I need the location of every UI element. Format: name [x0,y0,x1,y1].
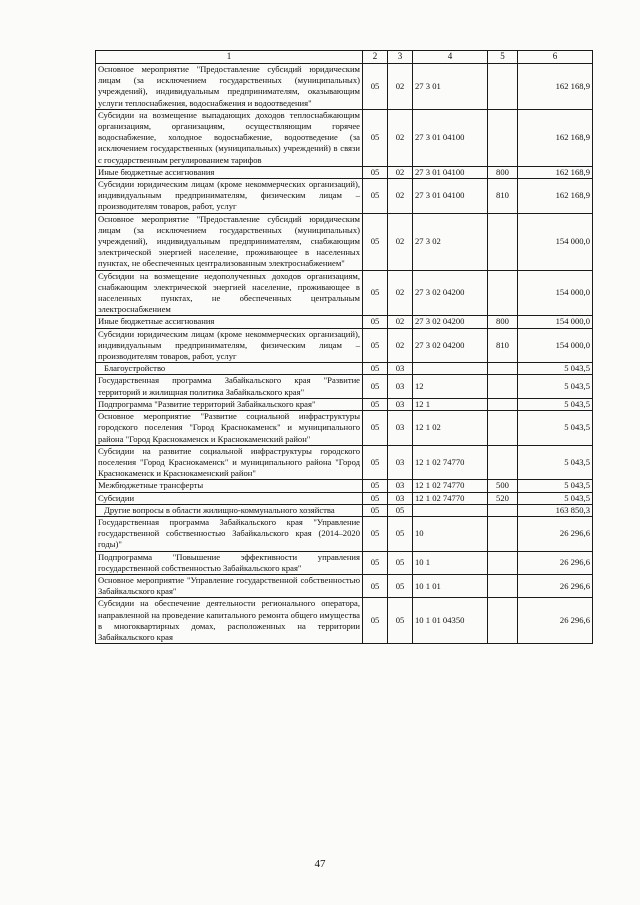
row-subsection: 05 [388,598,413,644]
row-section: 05 [363,64,388,110]
row-amount: 5 043,5 [518,411,593,446]
row-subsection: 02 [388,179,413,214]
table-row [96,411,593,446]
row-amount: 26 296,6 [518,574,593,597]
header-col-2: 2 [363,51,388,64]
table-row [96,270,593,316]
row-name: Государственная программа Забайкальского края "Развитие территорий и жилищная политика Забайкальского края" [96,375,363,398]
table-row [96,445,593,480]
row-section: 05 [363,316,388,328]
row-expense-type: 800 [488,166,518,178]
row-section: 05 [363,109,388,166]
row-section: 05 [363,551,388,574]
row-amount: 5 043,5 [518,445,593,480]
row-amount: 5 043,5 [518,480,593,492]
row-name: Подпрограмма "Повышение эффективности управления государственной собственностью Забайкальского края" [96,551,363,574]
row-subsection: 02 [388,270,413,316]
table-row [96,328,593,363]
table-row [96,504,593,516]
row-expense-type [488,398,518,410]
row-section: 05 [363,480,388,492]
table-row [96,179,593,214]
row-subsection: 03 [388,375,413,398]
table-row [96,516,593,551]
row-expense-type [488,504,518,516]
row-expense-type [488,375,518,398]
row-target-code: 10 1 01 [413,574,488,597]
row-subsection: 03 [388,445,413,480]
row-name: Основное мероприятие "Развитие социальной инфраструктуры городского поселения "Город Краснокаменск" и муниципального района "Город Краснокаменск и Краснокаменский район" [96,411,363,446]
row-subsection: 05 [388,516,413,551]
row-expense-type [488,213,518,270]
row-expense-type: 520 [488,492,518,504]
row-expense-type [488,551,518,574]
header-col-3: 3 [388,51,413,64]
row-target-code [413,504,488,516]
row-target-code: 10 1 [413,551,488,574]
row-name: Субсидии юридическим лицам (кроме некоммерческих организаций), индивидуальным предпринимателям, физическим лицам – производителям товаров, работ, услуг [96,179,363,214]
row-section: 05 [363,166,388,178]
row-subsection: 05 [388,504,413,516]
header-col-5: 5 [488,51,518,64]
header-col-1: 1 [96,51,363,64]
row-subsection: 03 [388,363,413,375]
row-name: Государственная программа Забайкальского края "Управление государственной собственностью Забайкальского края (2014–2020 годы)" [96,516,363,551]
row-section: 05 [363,398,388,410]
row-subsection: 03 [388,480,413,492]
table-row [96,480,593,492]
row-name: Иные бюджетные ассигнования [96,166,363,178]
row-expense-type [488,411,518,446]
row-name: Субсидии на обеспечение деятельности регионального оператора, направленной на проведение капитального ремонта общего имущества в многоквартирных домах, расположенных на территории Забайкальского края [96,598,363,644]
row-amount: 5 043,5 [518,363,593,375]
row-amount: 26 296,6 [518,551,593,574]
table-row [96,166,593,178]
row-name: Субсидии [96,492,363,504]
row-amount: 162 168,9 [518,179,593,214]
table-row [96,375,593,398]
row-amount: 26 296,6 [518,598,593,644]
row-name: Благоустройство [96,363,363,375]
row-target-code: 12 [413,375,488,398]
row-amount: 5 043,5 [518,375,593,398]
table-row [96,363,593,375]
row-amount: 154 000,0 [518,328,593,363]
table-row [96,551,593,574]
row-subsection: 02 [388,316,413,328]
row-target-code: 12 1 02 74770 [413,480,488,492]
row-section: 05 [363,516,388,551]
table-row [96,574,593,597]
row-expense-type: 810 [488,328,518,363]
row-target-code: 27 3 02 04200 [413,316,488,328]
row-amount: 5 043,5 [518,492,593,504]
header-row [96,51,593,64]
row-section: 05 [363,363,388,375]
row-name: Основное мероприятие "Предоставление субсидий юридическим лицам (за исключением государственных (муниципальных) учреждений), индивидуальным предпринимателям, снабжающим электрической энергией население, проживающее в населенных пунктах, не обеспеченных централизованным электроснабжением" [96,213,363,270]
page-number: 47 [314,858,326,870]
row-amount: 5 043,5 [518,398,593,410]
row-target-code: 27 3 01 04100 [413,166,488,178]
row-name: Субсидии на возмещение недополученных доходов организациям, снабжающим электрической энергией население, проживающее в населенных пунктах, не обеспеченных центральным электроснабжением [96,270,363,316]
row-target-code: 27 3 02 04200 [413,328,488,363]
row-expense-type [488,516,518,551]
row-subsection: 05 [388,551,413,574]
table-row [96,598,593,644]
row-amount: 162 168,9 [518,64,593,110]
table-header [96,51,593,64]
row-amount: 154 000,0 [518,213,593,270]
row-name: Другие вопросы в области жилищно-коммунального хозяйства [96,504,363,516]
row-name: Субсидии на возмещение выпадающих доходов теплоснабжающим организациям, организациям, осуществляющим горячее водоснабжение, холодное водоснабжение, водоотведение (за исключением государственных (муниципальных) учреждений) в связи с государственным регулированием тарифов [96,109,363,166]
table-body [96,64,593,644]
row-target-code: 12 1 02 74770 [413,445,488,480]
header-col-6: 6 [518,51,593,64]
row-expense-type [488,598,518,644]
row-section: 05 [363,574,388,597]
row-amount: 154 000,0 [518,270,593,316]
row-target-code [413,363,488,375]
header-col-4: 4 [413,51,488,64]
row-section: 05 [363,375,388,398]
row-target-code: 12 1 02 74770 [413,492,488,504]
row-expense-type [488,574,518,597]
row-amount: 163 850,3 [518,504,593,516]
row-amount: 162 168,9 [518,109,593,166]
row-expense-type [488,445,518,480]
row-section: 05 [363,504,388,516]
row-name: Межбюджетные трансферты [96,480,363,492]
row-amount: 162 168,9 [518,166,593,178]
table-row [96,492,593,504]
row-target-code: 27 3 02 04200 [413,270,488,316]
row-target-code: 27 3 01 04100 [413,179,488,214]
row-target-code: 12 1 [413,398,488,410]
row-section: 05 [363,492,388,504]
row-name: Субсидии юридическим лицам (кроме некоммерческих организаций), индивидуальным предпринимателям, физическим лицам – производителям товаров, работ, услуг [96,328,363,363]
row-name: Основное мероприятие "Предоставление субсидий юридическим лицам (за исключением государственных (муниципальных) учреждений), индивидуальным предпринимателям, оказывающим услуги теплоснабжения, водоснабжения и водоотведения" [96,64,363,110]
row-section: 05 [363,328,388,363]
row-section: 05 [363,270,388,316]
table-row [96,316,593,328]
row-expense-type: 810 [488,179,518,214]
row-name: Подпрограмма "Развитие территорий Забайкальского края" [96,398,363,410]
row-amount: 154 000,0 [518,316,593,328]
row-subsection: 03 [388,492,413,504]
row-subsection: 05 [388,574,413,597]
row-target-code: 10 [413,516,488,551]
row-subsection: 02 [388,213,413,270]
row-section: 05 [363,411,388,446]
row-expense-type: 800 [488,316,518,328]
row-subsection: 02 [388,109,413,166]
row-expense-type [488,270,518,316]
row-expense-type [488,64,518,110]
row-expense-type [488,363,518,375]
row-expense-type [488,109,518,166]
row-target-code: 27 3 01 [413,64,488,110]
row-expense-type: 500 [488,480,518,492]
table-row [96,64,593,110]
row-name: Иные бюджетные ассигнования [96,316,363,328]
row-name: Основное мероприятие "Управление государственной собственностью Забайкальского края" [96,574,363,597]
row-section: 05 [363,598,388,644]
budget-table [95,50,593,644]
row-target-code: 27 3 02 [413,213,488,270]
row-section: 05 [363,445,388,480]
row-name: Субсидии на развитие социальной инфраструктуры городского поселения "Город Краснокаменск" и муниципального района "Город Краснокаменск и Краснокаменский район" [96,445,363,480]
table-row [96,213,593,270]
row-subsection: 02 [388,328,413,363]
row-subsection: 02 [388,166,413,178]
row-subsection: 03 [388,398,413,410]
row-subsection: 03 [388,411,413,446]
row-target-code: 12 1 02 [413,411,488,446]
row-section: 05 [363,179,388,214]
row-section: 05 [363,213,388,270]
row-amount: 26 296,6 [518,516,593,551]
row-target-code: 10 1 01 04350 [413,598,488,644]
row-target-code: 27 3 01 04100 [413,109,488,166]
table-row [96,109,593,166]
row-subsection: 02 [388,64,413,110]
table-row [96,398,593,410]
